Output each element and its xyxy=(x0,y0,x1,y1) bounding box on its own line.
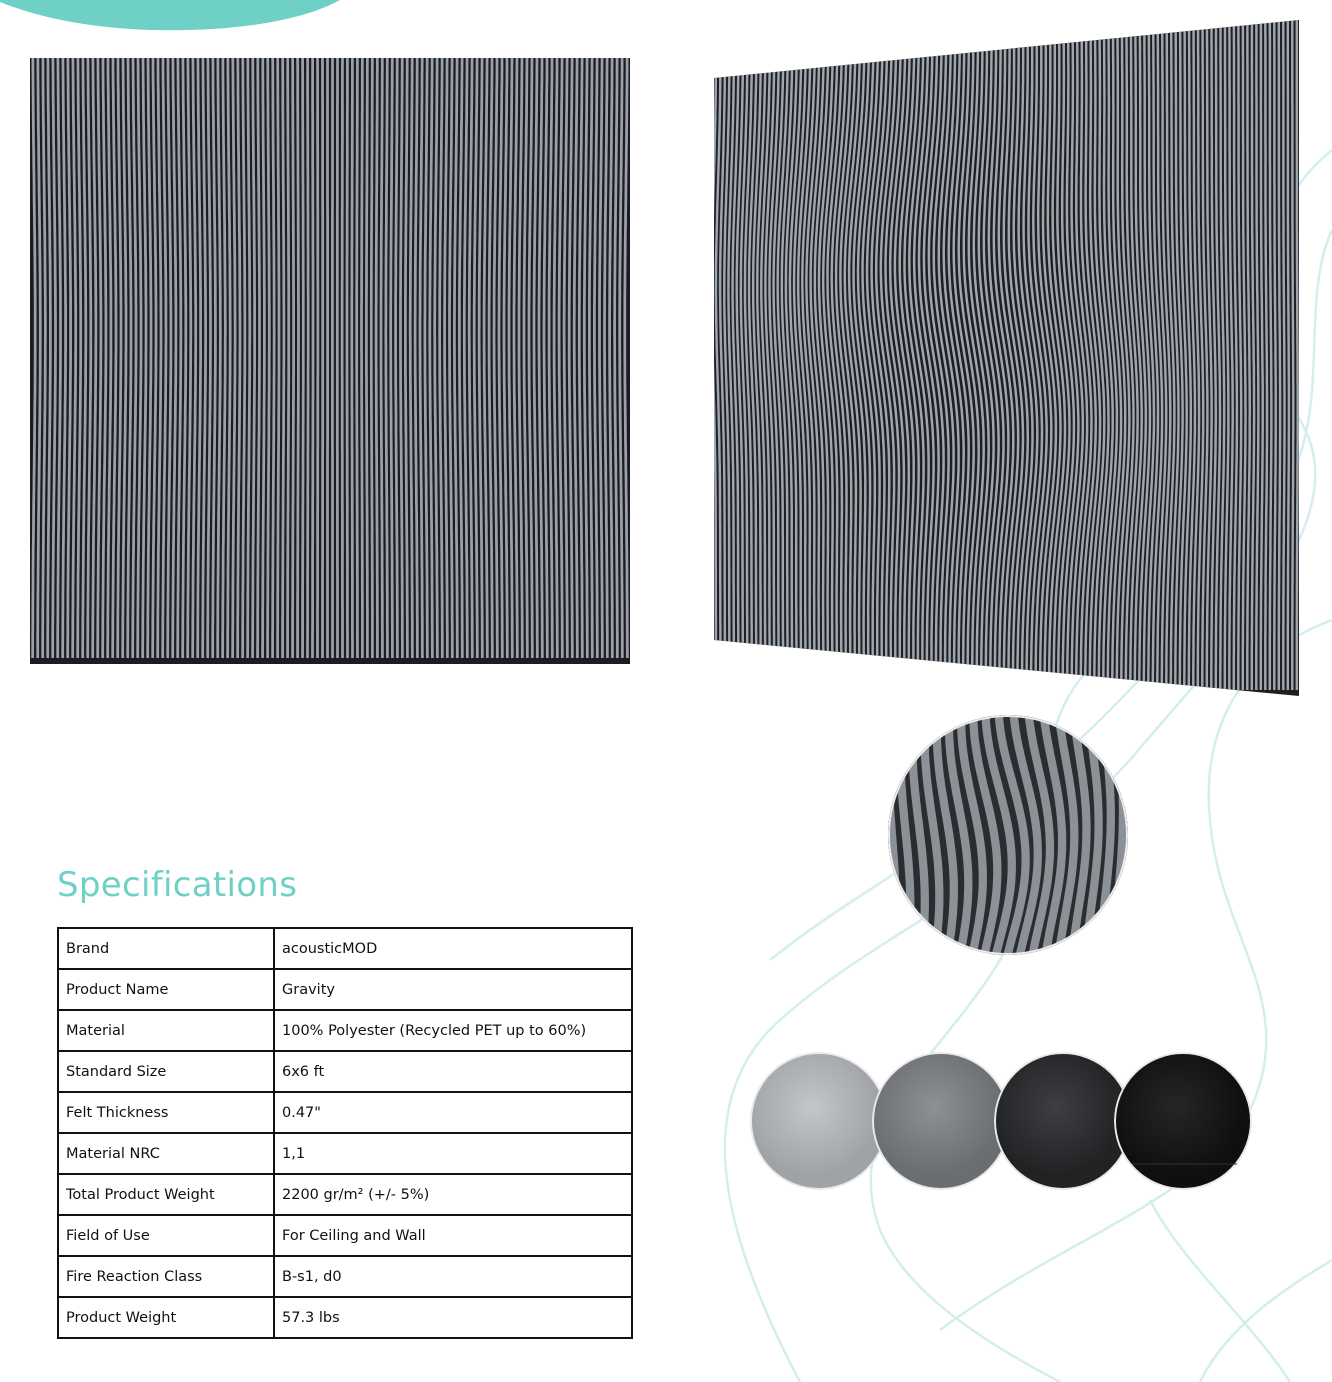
swatch-light-grey xyxy=(750,1052,888,1190)
felt-detail-closeup-image xyxy=(888,715,1128,955)
spec-label: Total Product Weight xyxy=(58,1174,274,1215)
panel-angled-image xyxy=(714,20,1304,698)
spec-label: Material xyxy=(58,1010,274,1051)
specifications-table xyxy=(57,927,633,1339)
spec-value: For Ceiling and Wall xyxy=(274,1215,632,1256)
table-row xyxy=(58,1297,632,1338)
swatch-mid-grey xyxy=(872,1052,1010,1190)
table-row xyxy=(58,1010,632,1051)
spec-value: 6x6 ft xyxy=(274,1051,632,1092)
table-row xyxy=(58,969,632,1010)
spec-value: Gravity xyxy=(274,969,632,1010)
swatch-dark-grey xyxy=(994,1052,1132,1190)
spec-value: acousticMOD xyxy=(274,928,632,969)
spec-label: Field of Use xyxy=(58,1215,274,1256)
table-row xyxy=(58,1174,632,1215)
table-row xyxy=(58,1051,632,1092)
spec-value: 0.47" xyxy=(274,1092,632,1133)
spec-label: Standard Size xyxy=(58,1051,274,1092)
panel-front-image xyxy=(30,58,630,664)
table-row xyxy=(58,1256,632,1297)
spec-label: Brand xyxy=(58,928,274,969)
table-row xyxy=(58,1215,632,1256)
table-row xyxy=(58,1133,632,1174)
swatch-black xyxy=(1114,1052,1252,1190)
spec-label: Product Weight xyxy=(58,1297,274,1338)
spec-label: Product Name xyxy=(58,969,274,1010)
spec-value: B-s1, d0 xyxy=(274,1256,632,1297)
spec-label: Felt Thickness xyxy=(58,1092,274,1133)
spec-value: 1,1 xyxy=(274,1133,632,1174)
specifications-title: Specifications xyxy=(57,865,298,905)
spec-label: Fire Reaction Class xyxy=(58,1256,274,1297)
table-row xyxy=(58,928,632,969)
spec-label: Material NRC xyxy=(58,1133,274,1174)
spec-value: 100% Polyester (Recycled PET up to 60%) xyxy=(274,1010,632,1051)
spec-value: 57.3 lbs xyxy=(274,1297,632,1338)
table-row xyxy=(58,1092,632,1133)
teal-header-shape xyxy=(0,0,360,40)
spec-value: 2200 gr/m² (+/- 5%) xyxy=(274,1174,632,1215)
